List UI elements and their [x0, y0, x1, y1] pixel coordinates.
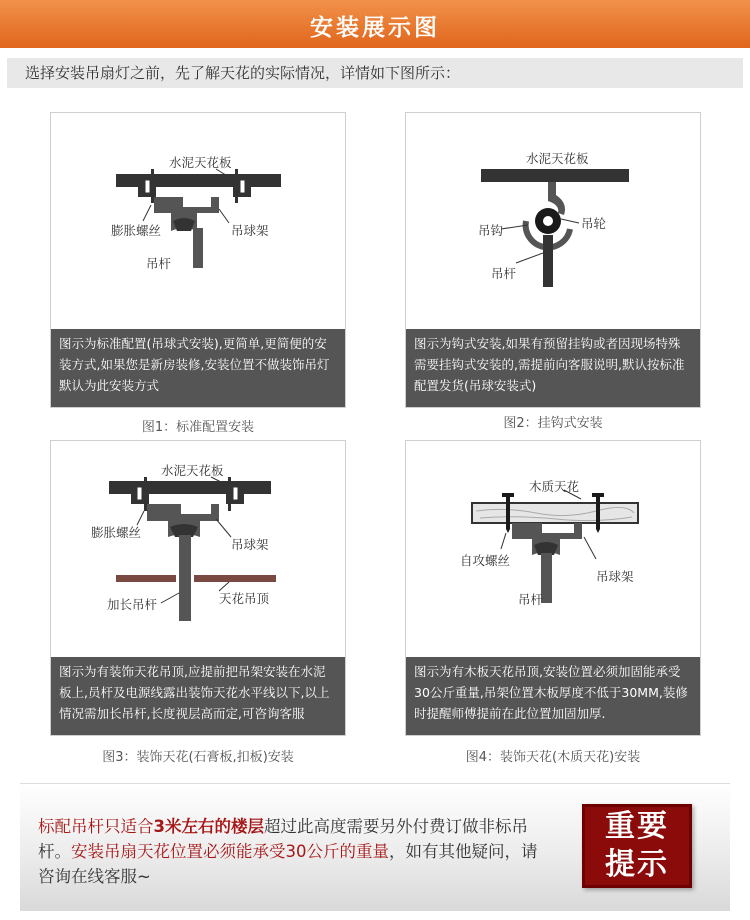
card-description: 图示为标准配置(吊球式安装),更简单,更简便的安装方式,如果您是新房装修,安装位置不做装饰吊灯默认为此安装方式 — [51, 329, 345, 407]
notice-part2: 3米左右的楼层 — [153, 817, 264, 836]
label-ceiling: 水泥天花板 — [161, 463, 224, 478]
badge-line2: 提示 — [605, 847, 669, 882]
card-description: 图示为有木板天花吊顶,安装位置必须加固能承受30公斤重量,吊架位置木板厚度不低于30MM,装修时提醒师傅提前在此位置加固加厚. — [406, 657, 700, 735]
label-bracket: 吊球架 — [231, 223, 269, 238]
label-ceiling: 水泥天花板 — [169, 155, 232, 170]
label-rod: 吊杆 — [491, 266, 517, 281]
label-screw: 膨胀螺丝 — [91, 525, 142, 540]
card-wooden-ceiling-install — [405, 440, 701, 736]
label-ceiling: 水泥天花板 — [526, 151, 589, 166]
header-banner — [0, 0, 750, 48]
notice-part1: 标配吊杆只适合 — [38, 817, 154, 836]
label-rod: 吊杆 — [146, 256, 172, 271]
caption-fig2: 图2：挂钩式安装 — [503, 416, 603, 431]
label-bracket: 吊球架 — [231, 537, 269, 552]
caption-fig4: 图4：装饰天花(木质天花)安装 — [465, 750, 641, 765]
card-description: 图示为有装饰天花吊顶,应提前把吊架安装在水泥板上,员杆及电源线露出装饰天花水平线以下,以上情况需加长吊杆,长度视层高而定,可咨询客服 — [51, 657, 345, 735]
intro-text: 选择安装吊扇灯之前，先了解天花的实际情况，详情如下图所示： — [7, 58, 743, 88]
important-tip-badge — [582, 804, 692, 888]
label-screw: 膨胀螺丝 — [111, 223, 162, 238]
caption-fig3: 图3：装饰天花(石膏板,扣板)安装 — [102, 750, 294, 765]
badge-line1: 重要 — [605, 809, 669, 844]
label-rod: 加长吊杆 — [107, 597, 158, 612]
label-hook: 吊钩 — [478, 223, 504, 238]
label-ceiling: 木质天花 — [529, 479, 580, 494]
notice-part3: 超过此高度需要另外付费订做非标吊杆。 — [38, 817, 528, 861]
notice-part4: 安装吊扇天花位置必须能承受30公斤的重量 — [71, 842, 389, 861]
label-wheel: 吊轮 — [581, 216, 607, 231]
card-hook-install — [405, 112, 701, 408]
notice-text — [38, 814, 553, 889]
label-rod: 吊杆 — [518, 592, 544, 607]
diagram-hook-install — [406, 113, 702, 328]
card-description: 图示为钩式安装,如果有预留挂钩或者因现场特殊需要挂钩式安装的,需提前向客服说明,默认按标准配置发货(吊球安装式) — [406, 329, 700, 407]
card-standard-install — [50, 112, 346, 408]
label-drop-ceiling: 天花吊顶 — [219, 591, 270, 606]
page-title: 安装展示图 — [310, 15, 440, 41]
card-decorative-ceiling-install — [50, 440, 346, 736]
label-screw: 自攻螺丝 — [460, 553, 511, 568]
diagram-decorative-ceiling — [51, 441, 347, 656]
diagram-standard-install — [51, 113, 347, 328]
caption-fig1: 图1：标准配置安装 — [141, 420, 255, 435]
diagram-wooden-ceiling — [406, 441, 702, 656]
notice-part5: ，如有其他疑问，请咨询在线客服~ — [38, 842, 538, 886]
label-bracket: 吊球架 — [596, 569, 634, 584]
